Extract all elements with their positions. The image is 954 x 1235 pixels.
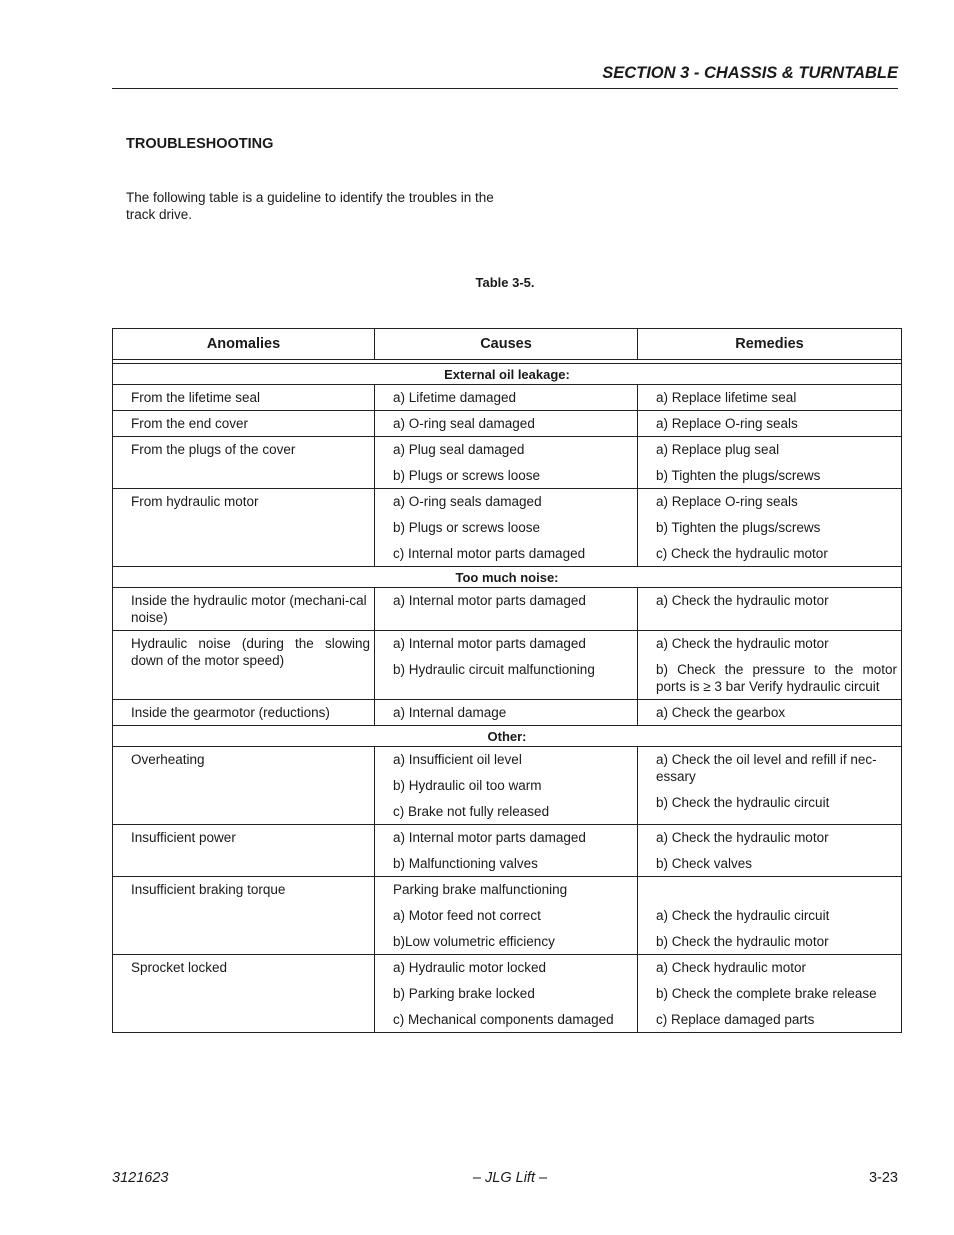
remedy-item: a) Check hydraulic motor xyxy=(656,960,807,975)
remedy-item: a) Check the gearbox xyxy=(656,705,786,720)
section-heading: External oil leakage: xyxy=(113,364,902,385)
section-heading-row xyxy=(113,567,902,588)
table-row xyxy=(113,489,902,567)
causes-cell xyxy=(375,700,638,726)
anomaly-cell: From hydraulic motor xyxy=(113,489,375,567)
remedies-cell xyxy=(638,700,902,726)
anomaly-cell: Overheating xyxy=(113,747,375,825)
intro-paragraph: The following table is a guideline to identify the troubles in the track drive. xyxy=(126,190,494,222)
causes-cell xyxy=(375,385,638,411)
cause-item: b) Hydraulic circuit malfunctioning xyxy=(393,662,595,677)
anomaly-cell: Insufficient braking torque xyxy=(113,877,375,955)
remedy-item: a) Check the oil level and refill if nec-essary xyxy=(656,752,877,784)
causes-cell xyxy=(375,489,638,567)
table-row xyxy=(113,877,902,955)
remedy-item: b) Tighten the plugs/screws xyxy=(656,468,821,483)
anomaly-cell: From the plugs of the cover xyxy=(113,437,375,489)
causes-cell xyxy=(375,411,638,437)
remedy-item: a) Check the hydraulic motor xyxy=(656,593,829,608)
anomaly-cell: Hydraulic noise (during the slowing down of the motor speed) xyxy=(113,631,375,700)
cause-item: a) Internal damage xyxy=(393,705,507,720)
causes-cell xyxy=(375,877,638,955)
anomaly-cell: Inside the hydraulic motor (mechani-cal noise) xyxy=(113,588,375,631)
remedy-item: a) Replace O-ring seals xyxy=(656,494,798,509)
remedy-item: b) Check the hydraulic circuit xyxy=(656,795,830,810)
remedy-item: c) Check the hydraulic motor xyxy=(656,546,828,561)
table-row xyxy=(113,700,902,726)
table-header-row xyxy=(113,329,902,360)
remedies-cell xyxy=(638,877,902,955)
anomaly-cell: Sprocket locked xyxy=(113,955,375,1033)
remedy-item: b) Check the hydraulic motor xyxy=(656,934,829,949)
remedy-item: a) Check the hydraulic motor xyxy=(656,830,829,845)
anomaly-cell: Insufficient power xyxy=(113,825,375,877)
remedies-cell xyxy=(638,411,902,437)
anomaly-cell: Inside the gearmotor (reductions) xyxy=(113,700,375,726)
page-title: TROUBLESHOOTING xyxy=(126,136,274,152)
remedy-item: b) Tighten the plugs/screws xyxy=(656,520,821,535)
table-row xyxy=(113,437,902,489)
remedies-cell xyxy=(638,588,902,631)
cause-item: a) Lifetime damaged xyxy=(393,390,517,405)
remedy-item: c) Replace damaged parts xyxy=(656,1012,815,1027)
cause-item: a) Internal motor parts damaged xyxy=(393,636,586,651)
remedy-item: a) Check the hydraulic motor xyxy=(656,636,829,651)
table-row xyxy=(113,747,902,825)
table-row xyxy=(113,631,902,700)
cause-item: c) Mechanical components damaged xyxy=(393,1012,614,1027)
causes-cell xyxy=(375,588,638,631)
cause-item: b) Malfunctioning valves xyxy=(393,856,538,871)
remedy-item: a) Replace O-ring seals xyxy=(656,416,798,431)
section-heading: Other: xyxy=(113,726,902,747)
cause-item: c) Brake not fully released xyxy=(393,804,550,819)
table-caption: Table 3-5. xyxy=(475,275,535,290)
section-heading-row xyxy=(113,364,902,385)
column-header-remedies: Remedies xyxy=(638,329,902,360)
table-row xyxy=(113,955,902,1033)
cause-item: b) Plugs or screws loose xyxy=(393,468,541,483)
cause-item: a) Hydraulic motor locked xyxy=(393,960,547,975)
column-header-causes: Causes xyxy=(375,329,638,360)
remedy-item: b) Check valves xyxy=(656,856,753,871)
remedy-item: a) Check the hydraulic circuit xyxy=(656,908,830,923)
causes-cell xyxy=(375,631,638,700)
remedies-cell xyxy=(638,825,902,877)
doc-number: 3121623 xyxy=(112,1170,169,1186)
causes-cell xyxy=(375,437,638,489)
cause-item: a) Internal motor parts damaged xyxy=(393,830,586,845)
section-heading: Too much noise: xyxy=(113,567,902,588)
cause-item: c) Internal motor parts damaged xyxy=(393,546,586,561)
cause-item: a) Internal motor parts damaged xyxy=(393,593,586,608)
remedy-item: b) Check the pressure to the motor ports is ≥ 3 bar Verify hydraulic circuit xyxy=(656,662,897,694)
remedies-cell xyxy=(638,955,902,1033)
causes-cell xyxy=(375,955,638,1033)
cause-item: a) O-ring seal damaged xyxy=(393,416,535,431)
table-row xyxy=(113,825,902,877)
cause-item: a) Insufficient oil level xyxy=(393,752,522,767)
cause-item: a) O-ring seals damaged xyxy=(393,494,542,509)
section-heading-row xyxy=(113,726,902,747)
cause-item: a) Plug seal damaged xyxy=(393,442,525,457)
anomaly-cell: From the lifetime seal xyxy=(113,385,375,411)
remedy-item: a) Replace lifetime seal xyxy=(656,390,797,405)
table-body xyxy=(113,360,902,1033)
cause-item: b) Hydraulic oil too warm xyxy=(393,778,542,793)
troubleshooting-table xyxy=(112,328,902,1033)
remedy-item: a) Replace plug seal xyxy=(656,442,780,457)
causes-cell xyxy=(375,747,638,825)
remedy-spacer xyxy=(656,881,897,898)
column-header-anomalies: Anomalies xyxy=(113,329,375,360)
cause-item: Parking brake malfunctioning xyxy=(393,882,568,897)
cause-item: b) Parking brake locked xyxy=(393,986,535,1001)
footer-brand: – JLG Lift – xyxy=(472,1170,548,1186)
anomaly-cell: From the end cover xyxy=(113,411,375,437)
cause-item: a) Motor feed not correct xyxy=(393,908,541,923)
cause-item: b)Low volumetric efficiency xyxy=(393,934,555,949)
table-row xyxy=(113,385,902,411)
remedies-cell xyxy=(638,747,902,825)
remedies-cell xyxy=(638,631,902,700)
causes-cell xyxy=(375,825,638,877)
remedies-cell xyxy=(638,489,902,567)
page-number: 3-23 xyxy=(868,1170,898,1186)
section-header: SECTION 3 - CHASSIS & TURNTABLE xyxy=(112,64,898,89)
remedies-cell xyxy=(638,437,902,489)
table-row xyxy=(113,588,902,631)
cause-item: b) Plugs or screws loose xyxy=(393,520,541,535)
table-row xyxy=(113,411,902,437)
remedy-item: b) Check the complete brake release xyxy=(656,986,877,1001)
remedies-cell xyxy=(638,385,902,411)
